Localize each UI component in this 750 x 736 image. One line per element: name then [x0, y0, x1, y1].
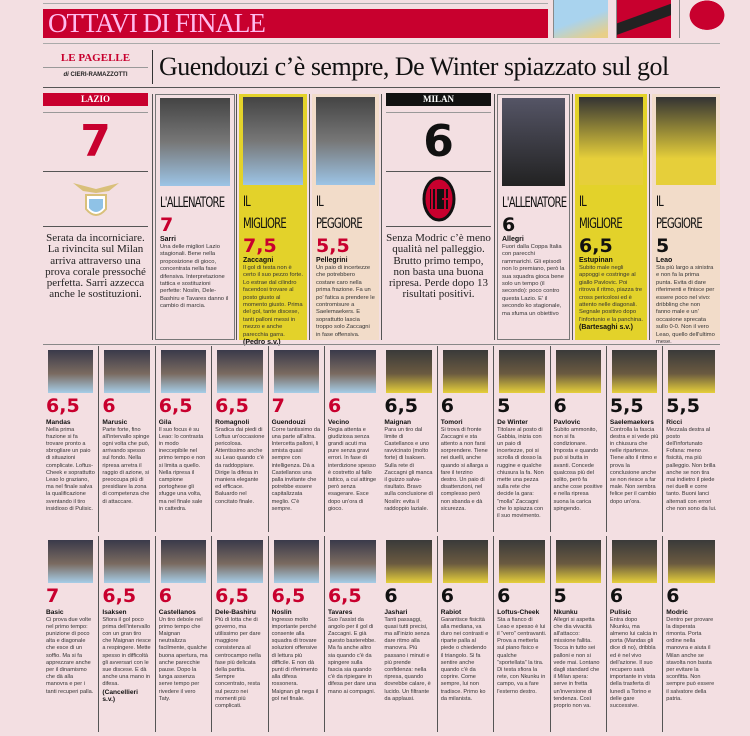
player-name: Dele-Bashiru	[215, 609, 256, 616]
top-rule	[43, 3, 548, 4]
card-name: Pellegrini	[316, 257, 348, 264]
byline-author: CIERI-RAMAZZOTTI	[70, 72, 128, 78]
coppa-italia-logo-icon	[679, 0, 734, 38]
player-vote: 6	[440, 395, 454, 417]
player-text: Sta a fianco di Leao e spesso è lui il “vero” centravanti. Prova a metterla sul piano fisico e qualche “sportellata” la tira. Di testa sfiora la rete, con Nkunku in campo, va a fare l'esterno destro.	[497, 616, 547, 695]
player-name: Ricci	[666, 419, 683, 426]
card-name: Zaccagni	[243, 257, 274, 264]
players-row-1	[43, 346, 720, 532]
card-name: Allegri	[502, 236, 524, 243]
player-name: Nkunku	[553, 609, 578, 616]
player-vote: 5	[497, 395, 511, 417]
card-role: IL MIGLIORE	[579, 194, 622, 232]
divider	[43, 87, 720, 88]
player-name: Isaksen	[102, 609, 127, 616]
player-card	[212, 346, 268, 532]
lazio-logo-icon	[553, 0, 608, 38]
lazio-coach-card	[155, 94, 235, 340]
player-card	[156, 346, 212, 532]
player-photo	[386, 540, 431, 583]
milan-worst-player-card	[652, 94, 720, 346]
player-photo	[556, 540, 601, 583]
players-row-2	[43, 536, 720, 732]
player-name: Pulisic	[609, 609, 632, 616]
player-text: Titolare al posto di Gabbia, inizia con un paio di incertezze, poi si scrolla di dosso la ruggine e qualche chiusura la fa. Non mette una pezza sulla rete che decide la gara: “molla” Zaccagni che lo spiazza con il suo movimento.	[497, 426, 544, 519]
card-text: Subito male negli appoggi e costringe al giallo Pavlovic. Poi ritrova il ritmo, piazza tre cross pericolosi ed è attento nelle diagonali. Segnale positivo dopo l'infortunio e la panchina.	[579, 265, 643, 323]
player-card	[43, 536, 99, 732]
card-role: IL PEGGIORE	[656, 194, 702, 232]
card-substitute: (Bartesaghi s.v.)	[579, 324, 633, 332]
player-card	[156, 536, 212, 732]
player-card	[551, 536, 607, 732]
milan-crest-icon	[386, 172, 491, 227]
pagelle-label	[43, 52, 148, 78]
player-text: Sradica dai piedi di Loftus un'occasione pericolosa. Attentissimo anche su Leao quando c'è da raddoppiare. Dirige la difesa in maniera elegante ed efficace. Baluardo nel concitato finale.	[215, 426, 265, 505]
card-substitute: (Pedro s.v.)	[243, 339, 281, 347]
card-vote: 5,5	[316, 235, 350, 257]
milan-summary	[386, 93, 491, 301]
player-name: Noslin	[271, 609, 292, 616]
player-photo	[330, 540, 376, 583]
milan-logo-icon	[616, 0, 671, 38]
player-photo	[443, 350, 488, 393]
player-card	[494, 536, 550, 732]
player-name: Jashari	[384, 609, 408, 616]
card-role: L'ALLENATORE	[502, 195, 567, 211]
player-name: Rabiot	[440, 609, 462, 616]
player-photo	[48, 540, 93, 583]
player-vote: 6	[440, 585, 454, 607]
player-card	[43, 346, 99, 532]
player-text: Dentro per provare la disperata rimonta. Porta ordine nella manovra e aiuta il Milan anche se stavolta non basta per evitare la sconfitta. Non sempre può essere il salvatore della patria.	[666, 616, 715, 702]
card-role: L'ALLENATORE	[160, 195, 225, 211]
card-text: Il gol di testa non è certo il suo pezzo forte. Lo estrae dal cilindro facendosi trovare al posto giusto al momento giusto. Prima del gol, tante discese, tanti palloni messi in mezzo e anche parecchia garra.	[243, 265, 303, 338]
player-card	[438, 346, 494, 532]
player-card	[551, 346, 607, 532]
player-text: Tanti passaggi, quasi tutti precisi, ma all'inizio senza dare ritmo alla manovra. Più passano i minuti e più prende confidenza: nella ripresa, quando dovrebbe calare, è lucido. Un filtrante da applausi.	[384, 616, 431, 702]
player-vote: 5,5	[666, 395, 700, 417]
player-name: Modric	[666, 609, 688, 616]
player-name: Romagnoli	[215, 419, 250, 426]
player-text: Regia attenta e giudiziosa senza grandi acuti ma pure senza gravi errori. In fase di interdizione spesso è costretto al fallo tattico, a cui attinge però senza esagerare. Esce dopo un'ora di gioco.	[327, 426, 377, 512]
lazio-best-player-card	[239, 94, 307, 347]
milan-coach-card	[497, 94, 570, 340]
player-photo	[217, 350, 262, 393]
player-text: Un tiro debole nel primo tempo che Maignan neutralizza facilmente, qualche buona apertura, ma anche parecchie pause. Dopo la lunga assenza serve tempo per rivedere il vero Taty.	[158, 616, 208, 702]
player-photo	[330, 350, 376, 393]
byline-prefix: di	[63, 72, 69, 78]
card-role: IL MIGLIORE	[243, 194, 286, 232]
player-name: Mandas	[46, 419, 71, 426]
divider	[43, 344, 720, 345]
player-photo	[161, 540, 206, 583]
player-vote: 5,5	[609, 395, 644, 417]
player-photo	[656, 97, 716, 185]
player-photo	[556, 350, 601, 393]
player-card	[99, 536, 155, 732]
player-vote: 6,5	[158, 395, 193, 417]
player-photo	[502, 98, 565, 186]
card-name: Sarri	[160, 236, 176, 243]
team-blurb: Serata da incorniciare. La rivincita sul Milan arriva attraverso una prova corale pressoché perfetta. Sarri azzecca anche le sostituzioni.	[45, 232, 146, 301]
lazio-crest-icon	[43, 172, 148, 227]
player-vote: 6,5	[271, 585, 306, 607]
divider	[43, 43, 720, 44]
team-badge: MILAN	[386, 93, 491, 106]
team-badge: LAZIO	[43, 93, 148, 106]
player-photo	[48, 350, 93, 393]
player-text: Subito ammonito, non si fa condizionare. Imposta e quando può si butta in avanti. Concede qualcosa più del solito, però fa anche cose positive e nella ripresa suona la carica spingendo.	[553, 426, 603, 512]
player-name: Tavares	[327, 609, 353, 616]
player-card	[212, 536, 268, 732]
team-blurb: Senza Modric c’è meno qualità nel palleggio. Brutto primo tempo, non basta una buona ripresa. Perde dopo 13 risultati positivi.	[386, 232, 491, 301]
byline	[43, 72, 148, 78]
player-photo	[579, 97, 643, 185]
player-name: Tomori	[440, 419, 463, 426]
player-photo	[274, 540, 319, 583]
player-name: Guendouzi	[271, 419, 306, 426]
player-text: Controlla la fascia destra e si vede più in chiusura che nelle ripartenze. Tiene alto il ritmo e prova la conclusione anche se non riesce a far male. Non sembra felice per il cambio dopo un'ora.	[609, 426, 659, 505]
player-name: Vecino	[327, 419, 350, 426]
player-vote: 6	[553, 395, 567, 417]
card-role: IL PEGGIORE	[316, 194, 362, 232]
player-text: Para un tiro dal limite di Castellanos e uno ravvicinato (molto forte) di Isaksen. Sulla rete di Zaccagni gli manca il guizzo salva-risultato. Bravo sulla conclusione di Noslin: evita il raddoppio laziale.	[384, 426, 433, 512]
player-photo	[499, 350, 544, 393]
player-text: Corre tantissimo da una parte all'altra. Intercetta palloni, li smista quasi sempre con intelligenza. Dà a Castellanos una palla invitante che potrebbe essere capitalizzata meglio. C'è sempre.	[271, 426, 321, 512]
card-vote: 7,5	[243, 235, 277, 257]
player-photo	[316, 97, 375, 185]
player-vote: 6	[102, 395, 116, 417]
player-text: Garantisce fisicità alla mediana, va duro nei contrasti e riparte palla al piede o chiedendo il triangolo. Si fa sentire anche quando c'è da coprire. Come sempre, lui non tradisce. Primo ko da milanista.	[440, 616, 489, 702]
player-photo	[668, 540, 714, 583]
player-text: Ci prova due volte nel primo tempo: punizione di poco alta e diagonale che esce di un soffio. Ma si fa apprezzare anche per il dinamismo che dà alla manovra e per i tanti recuperi palla.	[46, 616, 94, 695]
player-photo	[217, 540, 262, 583]
player-photo	[612, 540, 657, 583]
player-substitute: (Cancellieri s.v.)	[102, 688, 138, 704]
player-vote: 6	[609, 585, 624, 607]
player-vote: 6,5	[384, 395, 419, 417]
player-card	[381, 536, 437, 732]
team-score: 6	[386, 112, 491, 172]
section-title: OTTAVI DI FINALE	[43, 9, 548, 38]
card-text: Sta più largo a sinistra e non fa la prima punta. Evita di dare riferimenti e finisce per essere poco nel vivo: dribbling che non fanno male e un' occasione sprecata sullo 0-0. Non il vero Leao, quello dell'ultimo mese.	[656, 265, 715, 346]
player-card	[381, 346, 437, 532]
lazio-summary	[43, 93, 148, 301]
player-vote: 6	[384, 585, 398, 607]
player-card	[663, 536, 719, 732]
player-name: Basic	[46, 609, 64, 616]
player-text: Mezzala destra al posto dell'infortunato Fofana: meno fisicità, ma più palleggio. Non brilla anche se non tira mai indietro il piede nei duelli e corre tanto. Buoni lanci alternati con errori che non sono da lui.	[666, 426, 717, 512]
player-card	[663, 346, 719, 532]
player-photo	[499, 540, 544, 583]
player-vote: 5	[553, 585, 567, 607]
player-name: Maignan	[384, 419, 412, 426]
player-card	[325, 536, 381, 732]
player-photo	[386, 350, 431, 393]
player-photo	[443, 540, 488, 583]
player-photo	[243, 97, 303, 185]
player-photo	[160, 98, 230, 186]
milan-best-player-card	[575, 94, 647, 340]
player-text: Nella prima frazione si fa trovare pronto a sbrogliare un paio di situazioni complicate. Loftus-Cheek e soprattutto Leao lo graziano, ma nel finale salva la qualificazione sventando il tiro insidioso di Pulisic.	[46, 426, 95, 512]
card-text: Un paio di incertezze che potrebbero costare caro nella prima frazione. Fa un po' fatica a prendere le contromisure a Saelemaekers. E soprattutto lascia troppo solo Zaccagni in fase offensiva.	[316, 265, 375, 338]
player-text: Allegri si aspetta che dia vivacità all'attacco: missione fallita. Tocca in tutto sei palloni e non si vede mai. Lontano dagli standard che il Milan spera: serve in fretta un'inversione di tendenza. Così proprio non va.	[553, 616, 600, 709]
pagelle-title: LE PAGELLE	[43, 52, 148, 68]
player-vote: 6	[327, 395, 342, 417]
card-vote: 5	[656, 235, 670, 257]
player-vote: 7	[46, 585, 60, 607]
player-vote: 6,5	[215, 585, 249, 607]
card-vote: 6,5	[579, 235, 613, 257]
player-name: De Winter	[497, 419, 528, 426]
player-vote: 6,5	[327, 585, 362, 607]
player-card	[438, 536, 494, 732]
player-text: Entra dopo Nkunku, ma almeno lui calcia in porta (Mandas gli dice di no), dribbla ed è nel vivo dell'azione. Il suo recupero sarà importante in vista della trasferta di lunedì a Torino e delle gare successive.	[609, 616, 658, 709]
player-photo	[104, 350, 149, 393]
player-photo	[668, 350, 714, 393]
headline: Guendouzi c’è sempre, De Winter spiazzato sul gol	[152, 50, 669, 84]
player-card	[99, 346, 155, 532]
card-vote: 7	[160, 214, 174, 236]
player-photo	[612, 350, 657, 393]
player-card	[269, 536, 325, 732]
player-vote: 6,5	[46, 395, 80, 417]
player-name: Marusic	[102, 419, 128, 426]
player-vote: 7	[271, 395, 285, 417]
player-vote: 6	[497, 585, 511, 607]
card-name: Estupinan	[579, 257, 613, 264]
player-card	[494, 346, 550, 532]
player-name: Saelemaekers	[609, 419, 654, 426]
card-vote: 6	[502, 214, 516, 236]
player-vote: 6	[666, 585, 680, 607]
player-card	[325, 346, 381, 532]
player-name: Gila	[158, 419, 172, 426]
card-text: Fuori dalla Coppa Italia con parecchi rammarichi. Gli episodi non lo premiano, però la sua squadra gioca bene solo un tempo (il secondo): poco contro questa Lazio. E' il secondo ko stagionale, ma sfuma un obiettivo	[502, 244, 565, 317]
card-text: Una delle migliori Lazio stagionali. Bene nella proposizione di gioco, concentrata nella fase difensiva. Interpretazione tattica e sostituzioni perfette: Noslin, Dele-Bashiru e Tavares danno il cambio di marcia.	[160, 244, 229, 310]
player-card	[269, 346, 325, 532]
player-photo	[274, 350, 319, 393]
player-text: Parte forte, fino all'intervallo spinge ogni volta che può, arrivando spesso sul fondo. Nella ripresa arretra il raggio di azione, si preoccupa più di presidiare la zona di competenza che di attaccare.	[102, 426, 150, 505]
player-text: Sfiora il gol poco prima dell'intervallo con un gran tiro che Maignan riesce a respingere. Mette spesso in difficoltà gli avversari con le sue discese. E dà anche una mano in difesa.	[102, 616, 151, 688]
player-card	[607, 346, 663, 532]
player-vote: 6	[158, 585, 173, 607]
player-vote: 6,5	[215, 395, 249, 417]
card-name: Leao	[656, 257, 673, 264]
player-text: Ingresso molto importante perché consente alla squadra di trovare soluzioni offensive di lettura più difficile. E non dà punti di riferimento alla difesa rossonera. Maignan gli nega il gol nel finale.	[271, 616, 319, 702]
player-text: Più di lotta che di governo, ma utilissimo per dare maggiore consistenza al centrocampo nella fase più delicata della partita. Sempre concentrato, resta sul pezzo nei momenti più complicati.	[215, 616, 261, 709]
player-card	[607, 536, 663, 732]
player-text: Il suo focus è su Leao: lo contrasta in modo ineccepibile nel primo tempo e non si limita a quello. Nella ripresa il campione portoghese gli sfugge una volta, ma nel finale sale in cattedra.	[158, 426, 206, 512]
player-photo	[104, 540, 149, 583]
team-score: 7	[43, 112, 148, 172]
player-name: Castellanos	[158, 609, 196, 616]
player-photo	[161, 350, 206, 393]
player-name: Loftus-Cheek	[497, 609, 540, 616]
player-text: Si trova di fronte Zaccagni e sta attento a non farsi sorprendere. Tiene nei duelli, anche quando si allarga a fare il terzino destro. Un paio di disattenzioni, nel complesso però non sbanda e dà sicurezza.	[440, 426, 489, 512]
player-text: Suo l'assist da angolo per il gol di Zaccagni. E già questo basterebbe. Ma fa anche altro sia quando c'è da spingere sulla fascia sia quando c'è da ripiegare in difesa per dare una mano ai compagni.	[327, 616, 377, 695]
player-vote: 6,5	[102, 585, 137, 607]
player-name: Pavlovic	[553, 419, 581, 426]
lazio-worst-player-card	[312, 94, 379, 340]
team-logos	[553, 0, 748, 40]
